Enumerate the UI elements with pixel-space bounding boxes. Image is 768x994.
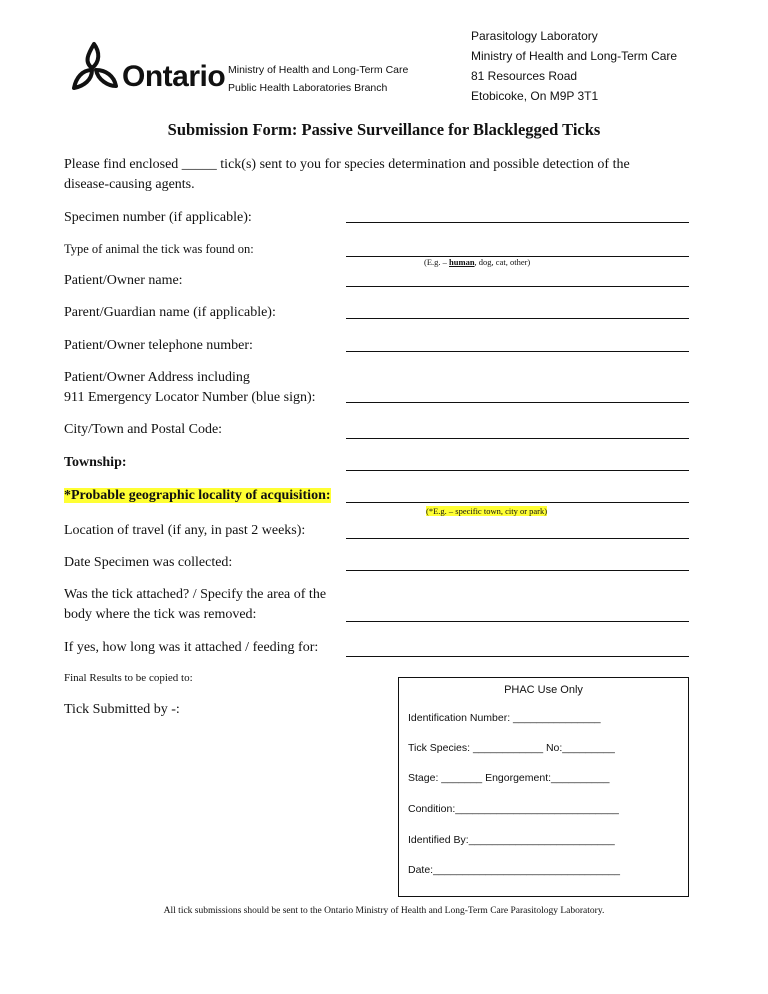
animal-type-label: Type of animal the tick was found on: bbox=[64, 242, 254, 256]
date-field[interactable]: Date:________________________________ bbox=[408, 864, 620, 876]
attached-label-line: Was the tick attached? / Specify the area of the bbox=[64, 587, 327, 602]
address-line: Ministry of Health and Long-Term Care bbox=[471, 49, 678, 63]
telephone-label: Patient/Owner telephone number: bbox=[64, 338, 253, 353]
address-label-line: Patient/Owner Address including bbox=[64, 370, 250, 385]
feeding-field[interactable] bbox=[346, 656, 689, 657]
logo-wordmark: Ontario bbox=[122, 60, 226, 93]
phac-title: PHAC Use Only bbox=[504, 684, 583, 696]
address-line: 81 Resources Road bbox=[471, 69, 578, 83]
date-collected-label: Date Specimen was collected: bbox=[64, 555, 233, 570]
animal-type-hint bbox=[424, 257, 530, 267]
address-field[interactable] bbox=[346, 402, 689, 403]
locality-field[interactable] bbox=[346, 502, 689, 503]
phac-use-box bbox=[398, 677, 689, 897]
locality-highlight: *Probable geographic locality of acquisition: bbox=[64, 488, 331, 503]
address-label-line: 911 Emergency Locator Number (blue sign): bbox=[64, 390, 316, 405]
feeding-label: If yes, how long was it attached / feeding for: bbox=[64, 640, 319, 655]
stage-field[interactable]: Stage: _______ Engorgement:__________ bbox=[408, 772, 610, 784]
address-label bbox=[64, 368, 316, 408]
address-line: Etobicoke, On M9P 3T1 bbox=[471, 89, 599, 103]
township-label: Township: bbox=[64, 455, 127, 470]
form-title: Submission Form: Passive Surveillance for Blacklegged Ticks bbox=[167, 120, 601, 139]
telephone-field[interactable] bbox=[346, 351, 689, 352]
address-line: Parasitology Laboratory bbox=[471, 29, 598, 43]
township-field[interactable] bbox=[346, 470, 689, 471]
date-collected-field[interactable] bbox=[346, 570, 689, 571]
condition-field[interactable]: Condition:____________________________ bbox=[408, 803, 619, 815]
ontario-logo bbox=[70, 40, 226, 100]
intro-line: disease-causing agents. bbox=[64, 177, 195, 192]
ministry-block bbox=[228, 61, 408, 97]
owner-name-field[interactable] bbox=[346, 286, 689, 287]
specimen-number-field[interactable] bbox=[346, 222, 689, 223]
city-label: City/Town and Postal Code: bbox=[64, 422, 223, 437]
hint-emphasis: human bbox=[449, 257, 475, 267]
locality-hint-text: (*E.g. – specific town, city or park) bbox=[426, 506, 548, 516]
specimen-number-label: Specimen number (if applicable): bbox=[64, 210, 252, 225]
identification-number-field[interactable]: Identification Number: _______________ bbox=[408, 712, 601, 724]
hint-prefix: (E.g. – bbox=[424, 257, 450, 267]
hint-suffix: , dog, cat, other) bbox=[474, 257, 531, 267]
ministry-name: Ministry of Health and Long-Term Care bbox=[228, 64, 409, 76]
address-block bbox=[471, 26, 677, 106]
owner-name-label: Patient/Owner name: bbox=[64, 273, 183, 288]
city-field[interactable] bbox=[346, 438, 689, 439]
attached-label bbox=[64, 585, 326, 625]
locality-hint bbox=[426, 506, 547, 516]
locality-label bbox=[64, 486, 331, 506]
attached-label-line: body where the tick was removed: bbox=[64, 607, 257, 622]
tick-submitted-label: Tick Submitted by -: bbox=[64, 702, 180, 717]
travel-label: Location of travel (if any, in past 2 weeks): bbox=[64, 523, 306, 538]
travel-field[interactable] bbox=[346, 538, 689, 539]
tick-species-field[interactable]: Tick Species: ____________ No:_________ bbox=[408, 742, 615, 754]
intro-text bbox=[64, 155, 714, 195]
guardian-name-field[interactable] bbox=[346, 318, 689, 319]
identified-by-field[interactable]: Identified By:_________________________ bbox=[408, 834, 615, 846]
trillium-icon bbox=[70, 40, 122, 98]
final-results-label: Final Results to be copied to: bbox=[64, 672, 193, 684]
attached-field[interactable] bbox=[346, 621, 689, 622]
branch-name: Public Health Laboratories Branch bbox=[228, 82, 388, 94]
guardian-name-label: Parent/Guardian name (if applicable): bbox=[64, 305, 276, 320]
intro-line: Please find enclosed _____ tick(s) sent to you for species determination and possible detection of the bbox=[64, 157, 630, 172]
footer-note: All tick submissions should be sent to the Ontario Ministry of Health and Long-Term Care Parasitology Laboratory. bbox=[163, 906, 605, 916]
